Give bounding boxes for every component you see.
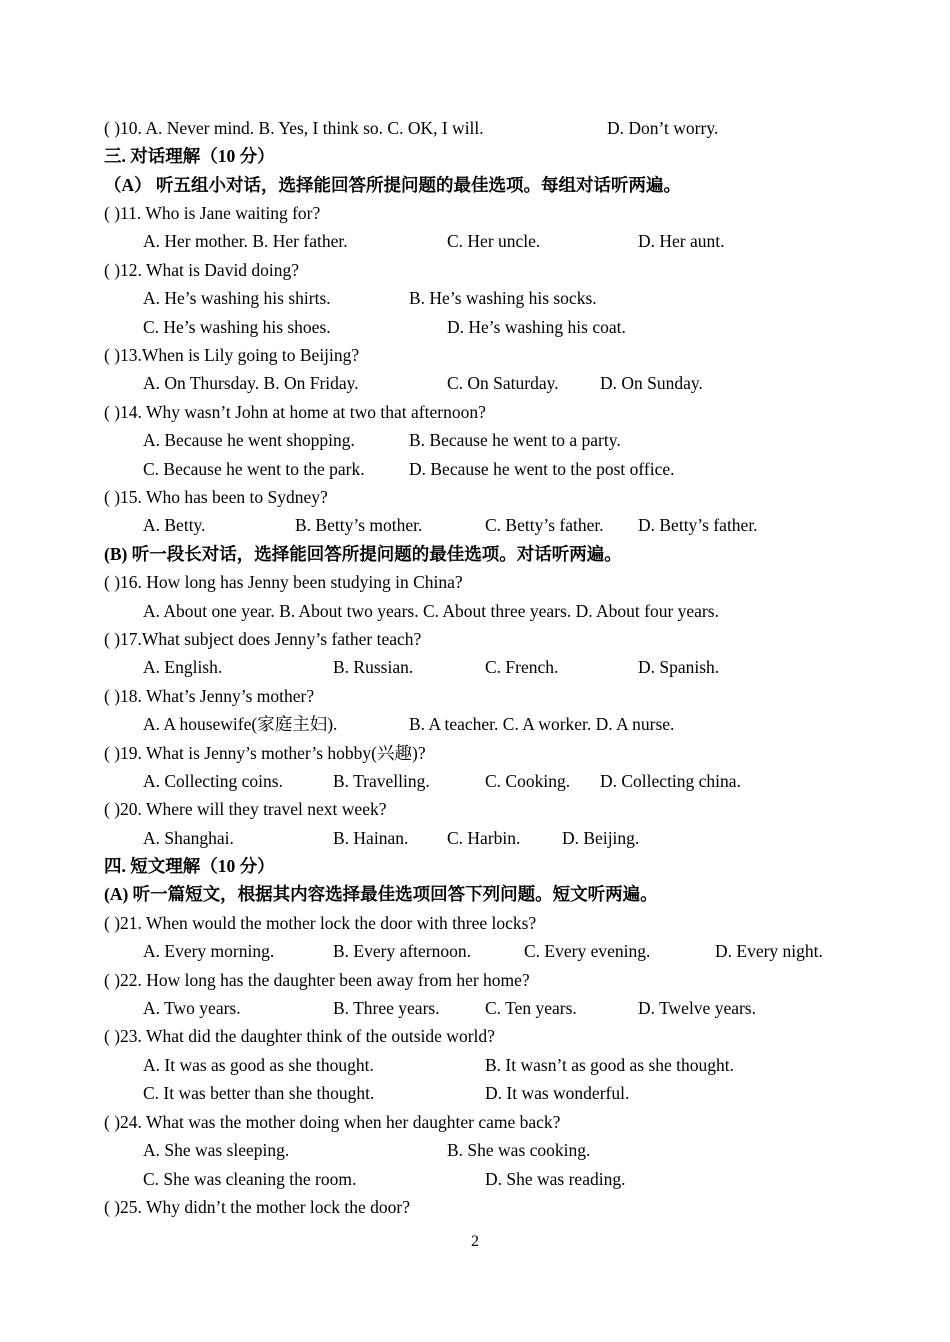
- question-text: ( )21. When would the mother lock the door with three locks?: [104, 913, 537, 933]
- question-text: A. Her mother. B. Her father.: [143, 231, 348, 251]
- question-text: D. She was reading.: [485, 1169, 626, 1189]
- page-number: 2: [471, 1233, 479, 1250]
- question-text: A. She was sleeping.: [143, 1140, 290, 1160]
- question-text: D. Her aunt.: [638, 231, 725, 251]
- question-text: B. It wasn’t as good as she thought.: [485, 1055, 735, 1075]
- section-heading: （A） 听五组小对话，选择能回答所提问题的最佳选项。每组对话听两遍。: [104, 175, 682, 195]
- question-text: A. Collecting coins.: [143, 771, 283, 791]
- question-text: A. Every morning.: [143, 941, 275, 961]
- question-text: C. Betty’s father.: [485, 515, 604, 535]
- question-text: C. He’s washing his shoes.: [143, 317, 331, 337]
- question-text: B. He’s washing his socks.: [409, 288, 597, 308]
- question-text: B. Travelling.: [333, 771, 430, 791]
- question-text: ( )19. What is Jenny’s mother’s hobby(兴趣)?: [104, 743, 426, 763]
- question-text: C. Ten years.: [485, 998, 577, 1018]
- question-text: B. Three years.: [333, 998, 440, 1018]
- question-text: ( )23. What did the daughter think of the outside world?: [104, 1026, 495, 1046]
- question-text: ( )11. Who is Jane waiting for?: [104, 203, 321, 223]
- question-text: B. Every afternoon.: [333, 941, 472, 961]
- question-text: ( )17.What subject does Jenny’s father teach?: [104, 629, 422, 649]
- question-text: ( )16. How long has Jenny been studying in China?: [104, 572, 463, 592]
- question-text: D. Every night.: [715, 941, 823, 961]
- section-heading: 三. 对话理解（10 分）: [104, 146, 275, 166]
- question-text: A. He’s washing his shirts.: [143, 288, 331, 308]
- question-text: A. It was as good as she thought.: [143, 1055, 374, 1075]
- question-text: D. It was wonderful.: [485, 1083, 630, 1103]
- section-heading: 四. 短文理解（10 分）: [104, 856, 275, 876]
- question-text: C. She was cleaning the room.: [143, 1169, 357, 1189]
- question-text: B. A teacher. C. A worker. D. A nurse.: [409, 714, 675, 734]
- question-text: D. He’s washing his coat.: [447, 317, 626, 337]
- question-text: B. Hainan.: [333, 828, 409, 848]
- question-text: D. Spanish.: [638, 657, 720, 677]
- question-text: B. She was cooking.: [447, 1140, 591, 1160]
- question-text: A. Shanghai.: [143, 828, 234, 848]
- question-text: C. Her uncle.: [447, 231, 541, 251]
- question-text: B. Betty’s mother.: [295, 515, 423, 535]
- question-text: D. Beijing.: [562, 828, 640, 848]
- question-text: ( )12. What is David doing?: [104, 260, 300, 280]
- question-text: ( )10. A. Never mind. B. Yes, I think so. C. OK, I will.: [104, 118, 484, 138]
- question-text: C. Harbin.: [447, 828, 521, 848]
- question-text: ( )15. Who has been to Sydney?: [104, 487, 328, 507]
- question-text: D. Betty’s father.: [638, 515, 758, 535]
- question-text: D. Because he went to the post office.: [409, 459, 675, 479]
- section-heading: (B) 听一段长对话，选择能回答所提问题的最佳选项。对话听两遍。: [104, 544, 622, 564]
- question-text: ( )13.When is Lily going to Beijing?: [104, 345, 360, 365]
- question-text: C. Cooking.: [485, 771, 571, 791]
- question-text: A. Because he went shopping.: [143, 430, 355, 450]
- question-text: ( )20. Where will they travel next week?: [104, 799, 387, 819]
- question-text: ( )22. How long has the daughter been away from her home?: [104, 970, 530, 990]
- question-text: A. English.: [143, 657, 223, 677]
- question-text: C. It was better than she thought.: [143, 1083, 375, 1103]
- question-text: C. Every evening.: [524, 941, 651, 961]
- question-text: D. Don’t worry.: [607, 118, 719, 138]
- question-text: A. Betty.: [143, 515, 206, 535]
- question-text: D. Twelve years.: [638, 998, 756, 1018]
- question-text: A. Two years.: [143, 998, 241, 1018]
- question-text: D. Collecting china.: [600, 771, 741, 791]
- question-text: D. On Sunday.: [600, 373, 703, 393]
- question-text: C. On Saturday.: [447, 373, 559, 393]
- question-text: A. About one year. B. About two years. C. About three years. D. About four years.: [143, 601, 719, 621]
- question-text: A. A housewife(家庭主妇).: [143, 714, 338, 734]
- section-heading: (A) 听一篇短文，根据其内容选择最佳选项回答下列问题。短文听两遍。: [104, 884, 658, 904]
- question-text: B. Russian.: [333, 657, 414, 677]
- question-text: B. Because he went to a party.: [409, 430, 621, 450]
- question-text: ( )24. What was the mother doing when her daughter came back?: [104, 1112, 561, 1132]
- question-text: C. French.: [485, 657, 559, 677]
- question-text: ( )25. Why didn’t the mother lock the door?: [104, 1197, 411, 1217]
- question-text: ( )18. What’s Jenny’s mother?: [104, 686, 315, 706]
- question-text: ( )14. Why wasn’t John at home at two that afternoon?: [104, 402, 486, 422]
- question-text: A. On Thursday. B. On Friday.: [143, 373, 359, 393]
- question-text: C. Because he went to the park.: [143, 459, 365, 479]
